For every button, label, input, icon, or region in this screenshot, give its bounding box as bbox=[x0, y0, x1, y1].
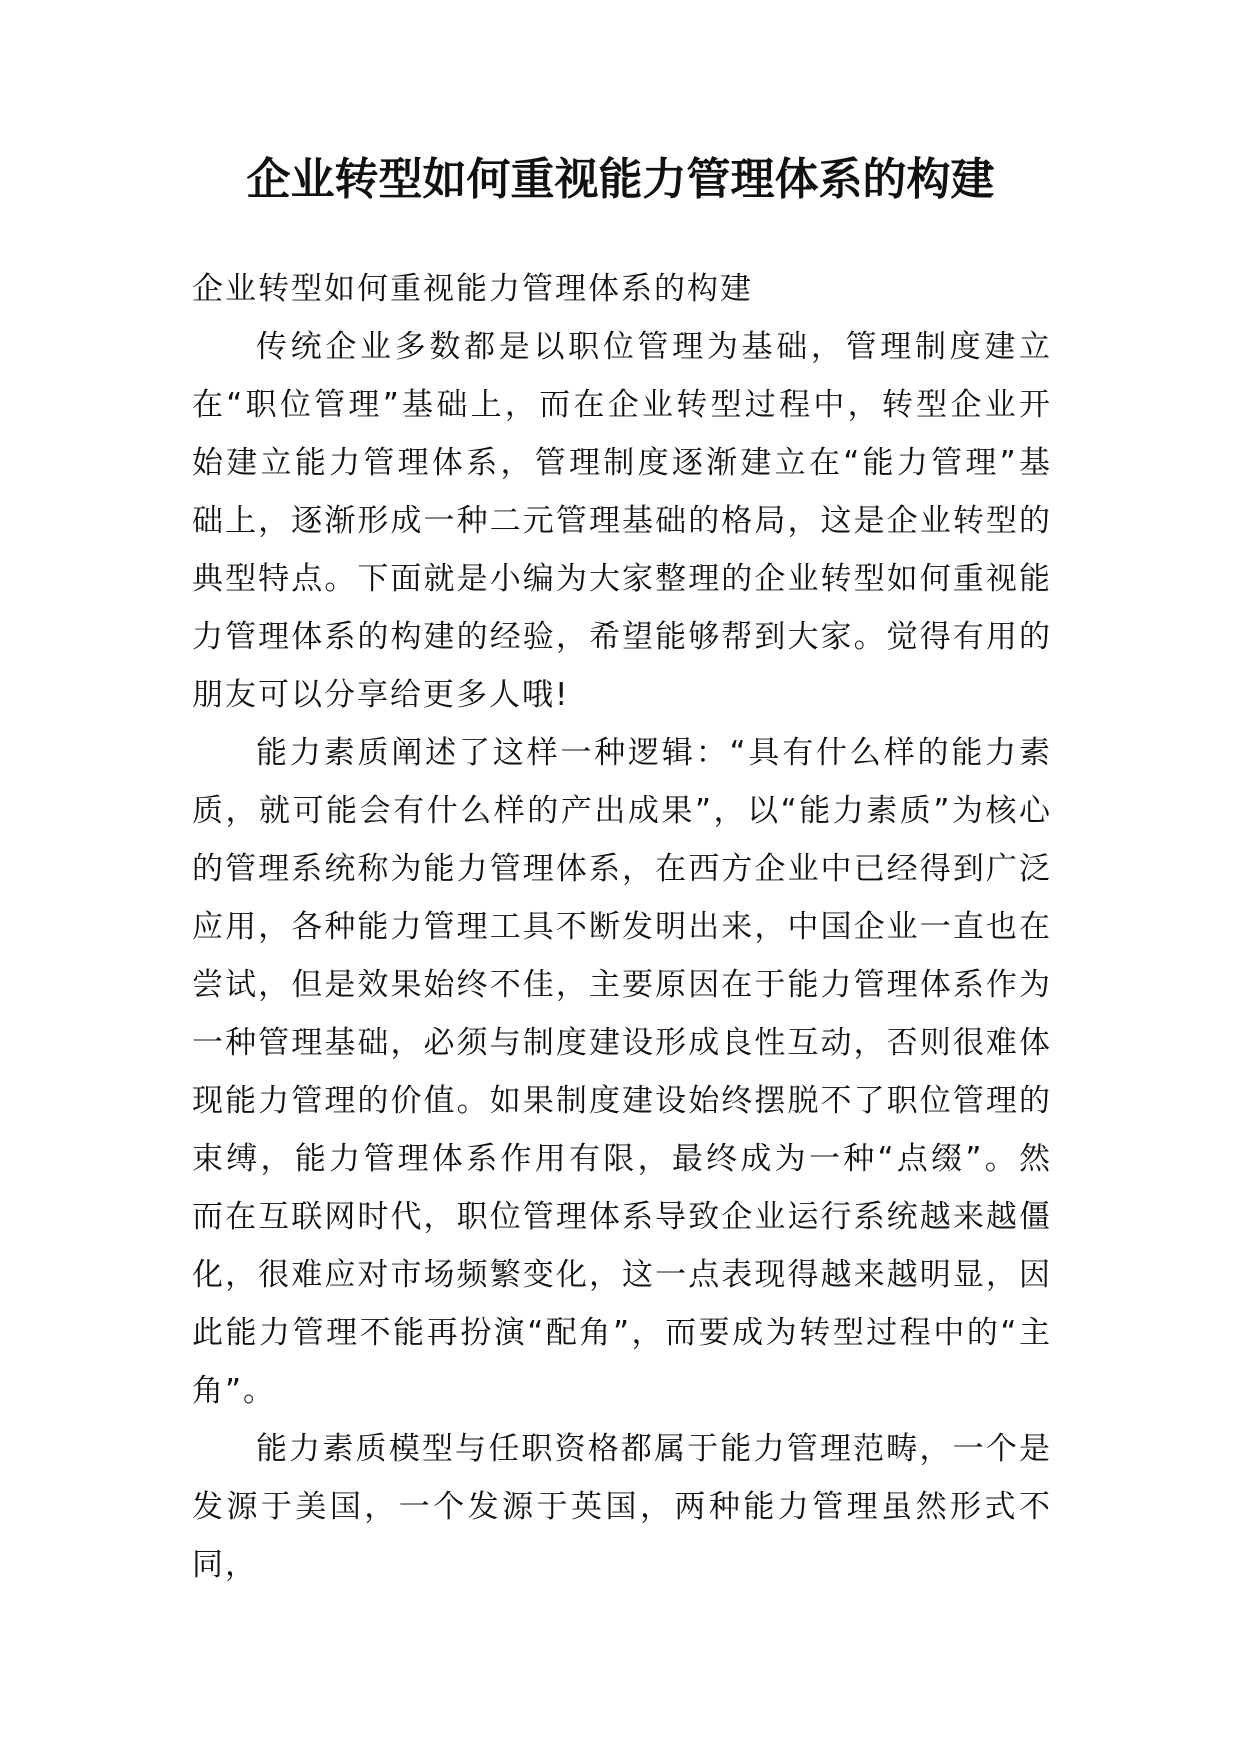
document-body bbox=[192, 260, 1052, 1594]
paragraph-1: 传统企业多数都是以职位管理为基础，管理制度建立在“职位管理”基础上，而在企业转型过程中，转型企业开始建立能力管理体系，管理制度逐渐建立在“能力管理”基础上，逐渐形成一种二元管理基础的格局，这是企业转型的典型特点。下面就是小编为大家整理的企业转型如何重视能力管理体系的构建的经验，希望能够帮到大家。觉得有用的朋友可以分享给更多人哦! bbox=[192, 329, 1052, 713]
document-subtitle: 企业转型如何重视能力管理体系的构建 bbox=[192, 271, 753, 307]
document-title: 企业转型如何重视能力管理体系的构建 bbox=[246, 154, 995, 205]
paragraph-2: 能力素质阐述了这样一种逻辑：“具有什么样的能力素质，就可能会有什么样的产出成果”，以“能力素质”为核心的管理系统称为能力管理体系，在西方企业中已经得到广泛应用，各种能力管理工具不断发明出来，中国企业一直也在尝试，但是效果始终不佳，主要原因在于能力管理体系作为一种管理基础，必须与制度建设形成良性互动，否则很难体现能力管理的价值。如果制度建设始终摆脱不了职位管理的束缚，能力管理体系作用有限，最终成为一种“点缀”。然而在互联网时代，职位管理体系导致企业运行系统越来越僵化，很难应对市场频繁变化，这一点表现得越来越明显，因此能力管理不能再扮演“配角”，而要成为转型过程中的“主角”。 bbox=[192, 735, 1052, 1409]
paragraph-3: 能力素质模型与任职资格都属于能力管理范畴，一个是发源于美国，一个发源于英国，两种能力管理虽然形式不同， bbox=[192, 1431, 1052, 1583]
